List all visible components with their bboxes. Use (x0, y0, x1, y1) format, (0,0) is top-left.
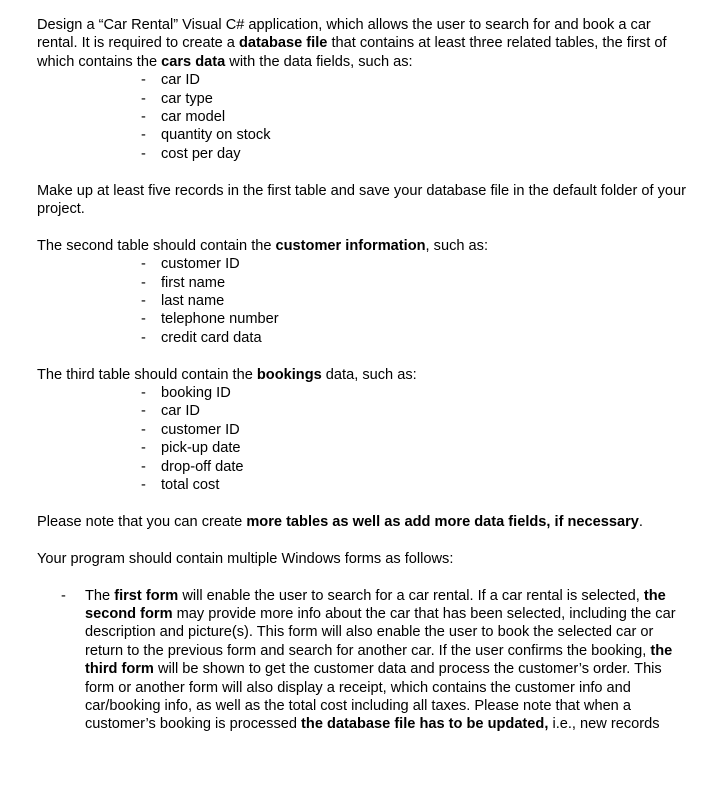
spacer (37, 568, 687, 586)
spacer (37, 495, 687, 513)
spacer (37, 531, 687, 549)
spacer (37, 347, 687, 365)
more-tables-paragraph (37, 513, 687, 531)
list-item: - first name (141, 274, 687, 292)
list-item: - customer ID (141, 255, 687, 273)
list-item: - credit card data (141, 329, 687, 347)
list-item (85, 587, 687, 734)
third-table-text-1: The third table should contain the (37, 366, 257, 383)
forms-item-text-2: will enable the user to search for a car rental. If a car rental is selected, (178, 587, 644, 604)
intro-paragraph (37, 16, 687, 71)
more-tables-bold: more tables as well as add more data fields, if necessary (246, 513, 639, 530)
document-body (37, 16, 687, 734)
cars-fields-list (37, 71, 687, 163)
second-table-paragraph (37, 237, 687, 255)
forms-intro-paragraph: Your program should contain multiple Windows forms as follows: (37, 550, 454, 567)
list-item: - booking ID (141, 384, 687, 402)
list-item: - total cost (141, 476, 687, 494)
list-item: - car ID (141, 402, 687, 420)
forms-item-text-1: The (85, 587, 115, 604)
intro-text-1: Design a “Car Rental” Visual C# application, which allows the user to search for and book a car rental. It is required to create a (37, 17, 651, 52)
second-table-bold: customer information (275, 237, 426, 254)
forms-item-bold-second-form: the second form (85, 587, 666, 622)
list-item: - car type (141, 90, 687, 108)
third-table-paragraph (37, 366, 687, 384)
list-item: - pick-up date (141, 439, 687, 457)
customer-fields-list (37, 255, 687, 347)
list-item: - quantity on stock (141, 126, 687, 144)
second-table-text-2: , such as: (425, 237, 489, 254)
list-item: - customer ID (141, 421, 687, 439)
more-tables-text-2: . (638, 513, 643, 530)
third-table-text-2: data, such as: (321, 366, 417, 383)
third-table-bold: bookings (256, 366, 322, 383)
intro-bold-cars-data: cars data (161, 53, 226, 70)
list-item: - last name (141, 292, 687, 310)
booking-fields-list (37, 384, 687, 494)
intro-text-2: that contains at least three related tables, the first of which contains the (37, 35, 667, 70)
list-item: - car model (141, 108, 687, 126)
list-item: - cost per day (141, 145, 687, 163)
forms-item-bold-third-form: the third form (85, 642, 673, 678)
list-item: - telephone number (141, 310, 687, 328)
records-note-paragraph: Make up at least five records in the first table and save your database file in the default folder of your project. (37, 182, 686, 218)
forms-item-text-3: may provide more info about the car that has been selected, including the car description and picture(s). This form will also enable the user to book the selected car or return to the previous form and search for another car. If the user confirms the booking, (85, 605, 676, 659)
second-table-text-1: The second table should contain the (37, 237, 276, 254)
forms-item-text-4: will be shown to get the customer data and process the customer’s order. This form or another form will also display a receipt, which contains the customer info and car/booking info, as well as the total cost including all taxes. Please note that when a customer’s booking is processed (85, 661, 662, 733)
forms-item-bold-database-updated: the database file has to be updated, (301, 716, 549, 733)
intro-text-3: with the data fields, such as: (225, 53, 413, 70)
forms-item-text-5: i.e., new records (548, 716, 660, 733)
list-item: - car ID (141, 71, 687, 89)
list-item: - drop-off date (141, 458, 687, 476)
spacer (37, 218, 687, 236)
spacer (37, 163, 687, 181)
more-tables-text-1: Please note that you can create (37, 513, 247, 530)
forms-item-bold-first-form: first form (114, 587, 179, 604)
forms-list (37, 587, 687, 734)
intro-bold-database-file: database file (238, 35, 328, 52)
